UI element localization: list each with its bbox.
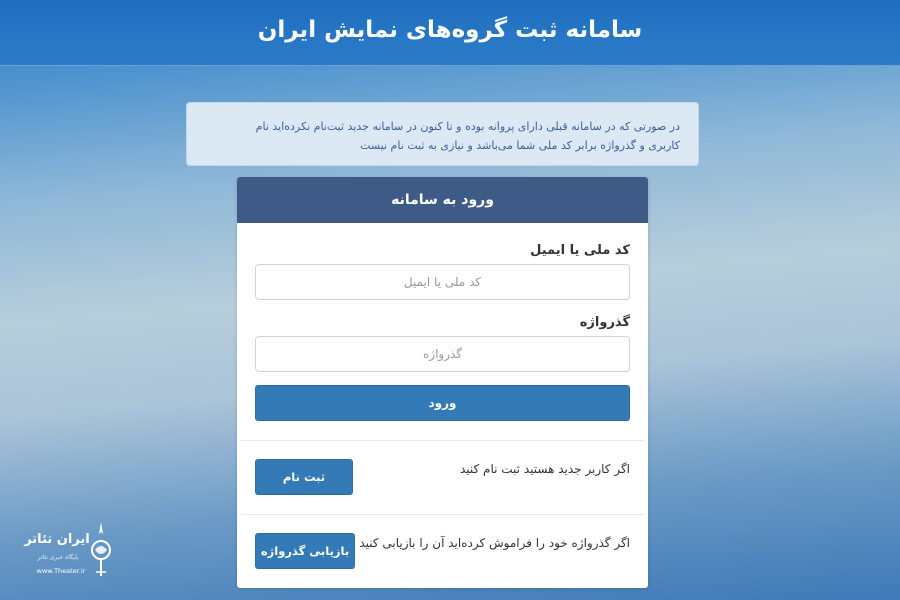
password-input[interactable] [255,336,630,372]
divider [241,440,644,441]
watermark-name: ایران تئاتر [24,532,90,547]
login-card-title: ورود به سامانه [237,177,648,223]
username-label: کد ملی یا ایمیل [530,243,630,258]
username-input[interactable] [255,264,630,300]
info-notice [186,102,699,166]
top-header-bar [0,0,900,66]
recover-password-button[interactable]: بازیابی گذرواژه [255,533,355,569]
recover-hint: اگر گذرواژه خود را فراموش کرده‌اید آن را بازیابی کنید [359,536,630,550]
login-button[interactable]: ورود [255,385,630,421]
notice-line-1: در صورتی که در سامانه قبلی دارای پروانه بوده و تا کنون در سامانه جدید ثبت‌نام نکرده‌اید نام [255,120,680,133]
watermark-subtitle: پایگاه خبری تئاتر [37,554,79,561]
divider [241,514,644,515]
register-hint: اگر کاربر جدید هستید ثبت نام کنید [459,462,630,476]
register-button[interactable]: ثبت نام [255,459,353,495]
watermark-logo [24,518,114,580]
notice-line-2: کاربری و گذرواژه برابر کد ملی شما می‌باشد و نیازی به ثبت نام نیست [360,139,680,152]
password-label: گذرواژه [579,315,630,330]
watermark-url: www.Theater.ir [36,567,86,575]
page-title: سامانه ثبت گروه‌های نمایش ایران [257,16,643,43]
login-card [237,177,648,588]
theater-logo-icon [90,520,112,578]
